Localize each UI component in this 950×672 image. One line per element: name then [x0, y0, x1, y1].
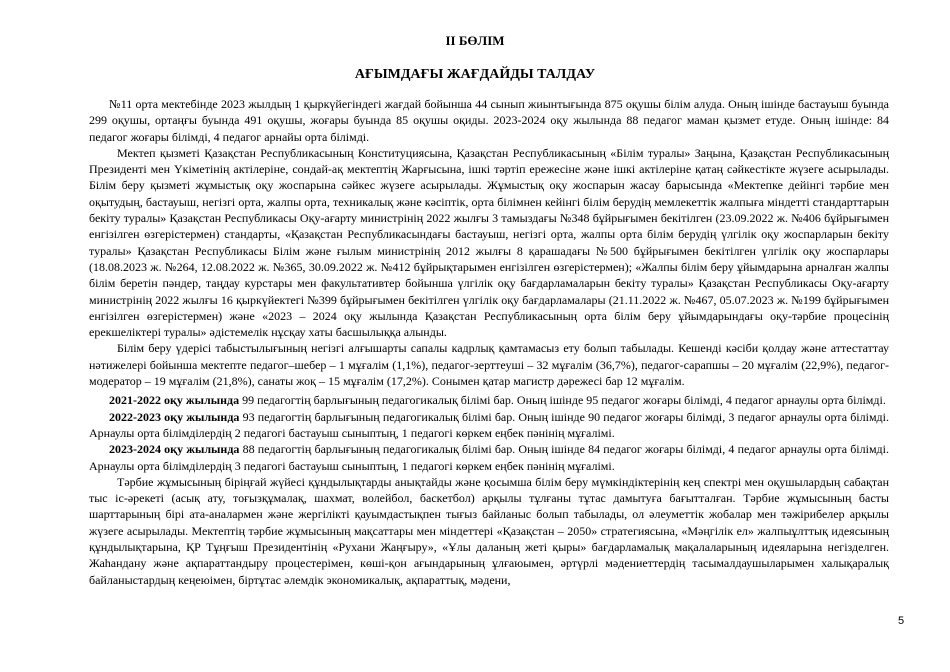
year-label: 2023-2024 оқу жылында [109, 442, 240, 457]
section-heading: II БӨЛІМ [445, 33, 505, 48]
page-title: АҒЫМДАҒЫ ЖАҒДАЙДЫ ТАЛДАУ [354, 67, 596, 82]
year-text: 93 педагогтің барлығының педагогикалық білімі бар. Оның ішінде 90 педагог жоғары білімді, 3 педагог арнаулы орта білімді. Арнаулы орта білімділердің 2 педагогі бастауыш сыныптың, 1 педагогі көркем еңбек пәнінің мұғалімі. [89, 409, 889, 440]
year-text: 88 педагогтің барлығының педагогикалық білімі бар. Оның ішінде 84 педагог жоғары білімді, 4 педагог арнаулы орта білімді. Арнаулы орта білімділердің 3 педагогі бастауыш сыныптың, 1 педагогі көркем еңбек пәнінің мұғалімі. [89, 442, 889, 473]
paragraph-year-2023-2024 [89, 441, 889, 474]
paragraph-school-stats: №11 орта мектебінде 2023 жылдың 1 қыркүйегіндегі жағдай бойынша 44 сынып жиынтығында 875 оқушы білім алуда. Оның ішінде бастауыш буында 299 оқушы, ортаңғы буында 491 оқушы, жоғары буында 85 оқушы оқиды. 2023-2024 оқу жылында 88 педагог маман қызмет етуде. Оның ішінде: 84 педагог жоғары білімді, 4 педагог арнайы орта білімді. [89, 97, 889, 144]
year-label: 2022-2023 оқу жылында [109, 409, 240, 424]
year-text: 99 педагогтің барлығының педагогикалық білімі бар. Оның ішінде 95 педагог жоғары білімді, 4 педагог арнаулы орта білімді. [239, 393, 886, 408]
paragraph-year-2021-2022 [89, 392, 889, 408]
paragraph-year-2022-2023 [89, 409, 889, 442]
paragraph-regulations: Мектеп қызметі Қазақстан Республикасының Конституциясына, Қазақстан Республикасының «Білім туралы» Заңына, Қазақстан Республикасының Президенті мен Үкіметінің актілеріне, сондай-ақ мектептің Жарғысына, ішкі тәртіп ережесіне және ішкі актілеріне қатаң сәйкестікте жүзеге асырылады. Білім беру қызметі жұмыстық оқу жоспарына сәйкес жүзеге асырылады. Жұмыстық оқу жоспарын жасау барысында «Мектепке дейінгі тәрбие мен оқытудың, бастауыш, негізгі орта, жалпы орта, техникалық және кәсіптік, орта білімнен кейінгі білім берудің мемлекеттік жалпыға міндетті стандарттарын бекіту туралы» Қазақстан Республикасы Оқу-ағарту министрінің 2022 жылғы 3 тамыздағы №348 бұйрығымен бекітілген (23.09.2022 ж. №406 бұйрығымен енгізілген өзгерістермен) стандарты, «Қазақстан Республикасындағы бастауыш, негізгі орта, жалпы орта білім берудің үлгілік оқу жоспарларын бекіту туралы» Қазақстан Республикасы Білім және ғылым министрінің 2012 жылғы 8 қарашадағы №500 бұйрығымен бекітілген үлгілік оқу жоспарлары (18.08.2023 ж. №264, 12.08.2022 ж. №365, 30.09.2022 ж. №412 бұйрықтарымен енгізілген өзгерістермен); «Жалпы білім беру ұйымдарына арналған жалпы білім беретін пәндер, таңдау курстары мен факультативтер бойынша үлгілік оқу бағдарламаларын бекіту туралы» Қазақстан Республикасы Оқу-ағарту министрінің 2022 жылғы 16 қыркүйектегі №399 бұйрығымен бекітілген үлгілік оқу бағдарламалары (21.11.2022 ж. №467, 05.07.2023 ж. №199 бұйрығымен енгізілген өзгерістермен) және «2023 – 2024 оқу жылында Қазақстан Республикасының орта білім беру ұйымдарындағы оқу-тәрбие процесінің ерекшеліктері туралы» әдістемелік нұсқау хаты басшылыққа алынды. [89, 145, 889, 340]
page-number: 5 [898, 615, 905, 627]
paragraph-staffing: Білім беру үдерісі табыстылығының негізгі алғышарты сапалы кадрлық қамтамасыз ету болып табылады. Кешенді кәсіби қолдау және аттестаттау нәтижелері бойынша мектепте педагог–шебер – 1 мұғалім (1,1%), педагог-зерттеуші – 32 мұғалім (36,7%), педагог-сарапшы – 20 мұғалім (22,9%), педагог-модератор – 19 мұғалім (21,8%), санаты жоқ – 15 мұғалім (17,2%). Сонымен қатар магистр дәрежесі бар 12 мұғалім. [89, 341, 889, 389]
paragraph-upbringing: Тәрбие жұмысының біріңғай жүйесі құндылықтарды анықтайды және қосымша білім беру мүмкіндіктерінің кең спектрі мен оқушылардың сабақтан тыс іс-әрекеті (асық ату, тоғызқұмалақ, шахмат, волейбол, баскетбол) арқылы тұлғаны тұтас дамытуға бағытталған. Тәрбие жұмысының басты шарттарының бірі ата-аналармен және жергілікті қауымдастықпен тығыз байланыс болып табылады, ол әлеуметтік жобалар мен тәжірибелер арқылы жүзеге асырылады. Мектептің тәрбие жұмысының мақсаттары мен міндеттері «Қазақстан – 2050» стратегиясына, «Мәңгілік ел» жалпыұлттық идеясының құндылықтарына, ҚР Тұңғыш Президентінің «Рухани Жаңғыру», «Ұлы даланың жеті қыры» бағдарламалық мақалаларының идеяларына негізделген. Жаһандану және ақпараттандыру процестерімен, көші-қон ағындарының ұлғаюымен, әртүрлі мәдениеттердің тасымалдаушыларымен халықаралық байланыстардың кеңеюімен, біртұтас әлемдік экономикалық, ақпараттық, мәдени, [89, 474, 889, 587]
document-body [89, 96, 889, 588]
year-label: 2021-2022 оқу жылында [109, 393, 240, 408]
